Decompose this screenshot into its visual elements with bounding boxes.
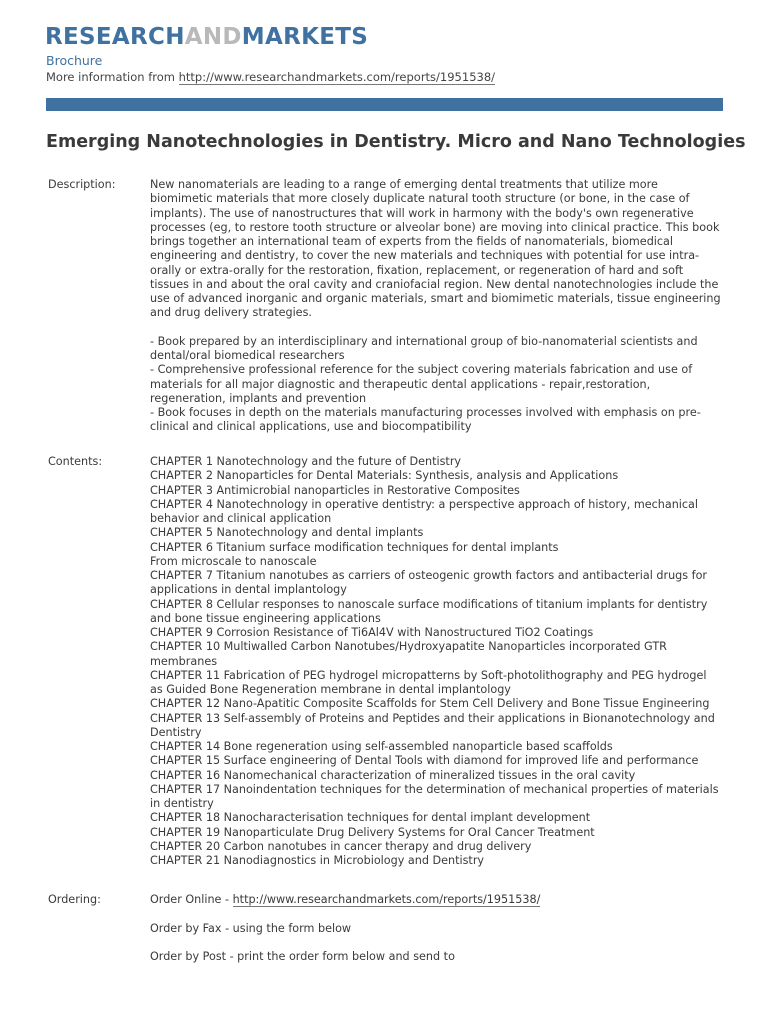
order-online-line (150, 893, 540, 907)
chapter-item: CHAPTER 3 Antimicrobial nanoparticles in Restorative Composites (150, 483, 520, 497)
chapter-item: CHAPTER 11 Fabrication of PEG hydrogel micropatterns by Soft-photolithography and PEG hydrogel as Guided Bone Regeneration membrane in dental implantology (150, 668, 707, 696)
chapter-item: CHAPTER 9 Corrosion Resistance of Ti6Al4V with Nanostructured TiO2 Coatings (150, 626, 594, 639)
description-bullet: - Book focuses in depth on the materials manufacturing processes involved with emphasis on pre-clinical and clinical applications, use and biocompatibility (150, 406, 701, 434)
chapter-item: CHAPTER 14 Bone regeneration using self-assembled nanoparticle based scaffolds (150, 740, 613, 753)
order-fax-line: Order by Fax - using the form below (150, 921, 352, 935)
chapter-item: CHAPTER 5 Nanotechnology and dental implants (150, 526, 424, 540)
chapter-item: CHAPTER 7 Titanium nanotubes as carriers of osteogenic growth factors and antibacterial drugs for applications in dental implantology (150, 569, 708, 597)
page-title: Emerging Nanotechnologies in Dentistry. Micro and Nano Technologies (46, 132, 746, 152)
chapter-item: CHAPTER 8 Cellular responses to nanoscale surface modifications of titanium implants for dentistry and bone tissue engineering applications (150, 597, 708, 625)
description-bullet: - Book prepared by an interdisciplinary and international group of bio-nanomaterial scientists and dental/oral biomedical researchers (150, 334, 698, 362)
chapter-item: CHAPTER 13 Self-assembly of Proteins and Peptides and their applications in Bionanotechnology and Dentistry (150, 711, 715, 739)
chapter-item: CHAPTER 20 Carbon nanotubes in cancer therapy and drug delivery (150, 839, 532, 853)
description-paragraph: New nanomaterials are leading to a range of emerging dental treatments that utilize more biomimetic materials that more closely duplicate natural tooth structure (or bone, in the case of implants). The use of nanostructures that will work in harmony with the body's own regenerative processes (eg, to restore tooth structure or alveolar bone) are moving into clinical practice. This book brings together an international team of experts from the fields of nanomaterials, biomedical engineering and dentistry, to cover the new materials and techniques with potential for use intra-orally or extra-orally for the restoration, fixation, replacement, or regeneration of hard and soft tissues in and about the oral cavity and craniofacial region. New dental nanotechnologies include the use of advanced inorganic and organic materials, smart and biomimetic materials, tissue engineering and drug delivery strategies. (150, 178, 721, 320)
description-label: Description: (48, 178, 116, 191)
more-info-prefix: More information from (46, 70, 179, 84)
order-online-prefix: Order Online - (150, 893, 233, 906)
description-section (150, 178, 722, 435)
chapter-item: CHAPTER 1 Nanotechnology and the future of Dentistry (150, 455, 462, 468)
chapter-item: From microscale to nanoscale (150, 554, 317, 568)
chapter-item: CHAPTER 4 Nanotechnology in operative dentistry: a perspective approach of history, mechanical behavior and clinical application (150, 497, 699, 525)
chapter-item: CHAPTER 16 Nanomechanical characterization of mineralized tissues in the oral cavity (150, 768, 636, 782)
more-info-line (46, 70, 495, 85)
logo-markets-text: MARKETS (241, 24, 369, 50)
ordering-label: Ordering: (48, 893, 101, 906)
header-divider-bar (46, 98, 723, 111)
chapter-item: CHAPTER 18 Nanocharacterisation techniques for dental implant development (150, 811, 591, 825)
more-info-link[interactable]: http://www.researchandmarkets.com/reports/1951538/ (178, 70, 496, 84)
order-post-line: Order by Post - print the order form below and send to (150, 950, 455, 963)
chapter-item: CHAPTER 21 Nanodiagnostics in Microbiology and Dentistry (150, 854, 485, 867)
order-online-link[interactable]: http://www.researchandmarkets.com/reports/1951538/ (232, 893, 541, 906)
ordering-section (150, 893, 722, 973)
chapter-item: CHAPTER 2 Nanoparticles for Dental Materials: Synthesis, analysis and Applications (150, 469, 619, 483)
brochure-label: Brochure (46, 53, 103, 68)
chapter-item: CHAPTER 10 Multiwalled Carbon Nanotubes/Hydroxyapatite Nanoparticles incorporated GTR membranes (150, 640, 667, 668)
researchandmarkets-logo[interactable] (45, 22, 368, 52)
logo-and-text: AND (184, 24, 242, 50)
contents-label: Contents: (48, 455, 103, 468)
chapter-item: CHAPTER 15 Surface engineering of Dental Tools with diamond for improved life and performance (150, 754, 699, 768)
logo-research-text: RESEARCH (45, 24, 185, 50)
chapter-item: CHAPTER 17 Nanoindentation techniques for the determination of mechanical properties of materials in dentistry (150, 782, 719, 810)
chapter-item: CHAPTER 12 Nano-Apatitic Composite Scaffolds for Stem Cell Delivery and Bone Tissue Engineering (150, 697, 710, 711)
description-bullet: - Comprehensive professional reference for the subject covering materials fabrication and use of materials for all major diagnostic and therapeutic dental applications - repair,restoration, regeneration, implants and prevention (150, 363, 693, 405)
contents-chapter-list (150, 455, 722, 868)
chapter-item: CHAPTER 6 Titanium surface modification techniques for dental implants (150, 540, 559, 554)
description-bullets (150, 335, 722, 435)
chapter-item: CHAPTER 19 Nanoparticulate Drug Delivery Systems for Oral Cancer Treatment (150, 825, 595, 839)
